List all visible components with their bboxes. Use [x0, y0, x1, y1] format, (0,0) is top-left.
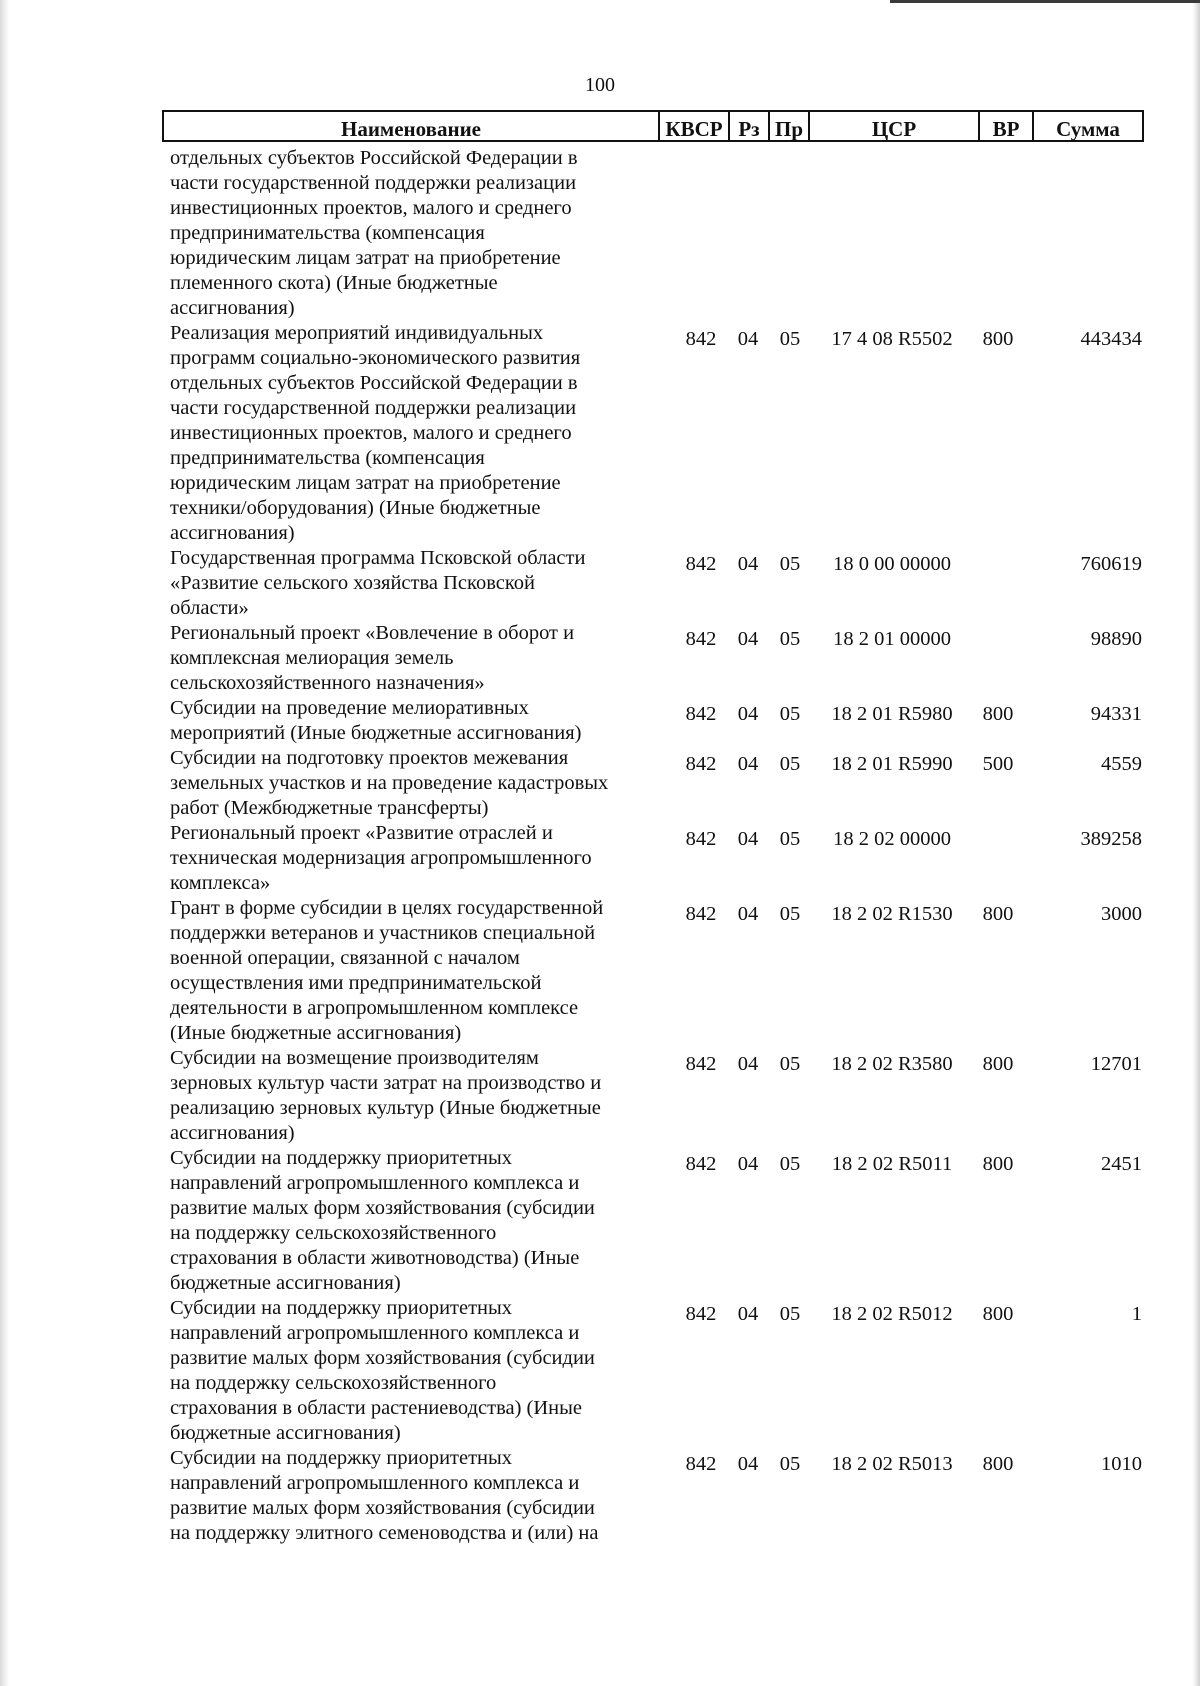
table-row [0, 1446, 1200, 1546]
page-number: 100 [585, 74, 615, 96]
row-vr: 800 [982, 703, 1014, 725]
row-pr: 05 [779, 553, 801, 575]
header-name: Наименование [162, 110, 660, 142]
row-csr: 18 2 02 R3580 [831, 1053, 953, 1075]
row-name: Субсидии на поддержку приоритетных направлений агропромышленного комплекса и развитие малых форм хозяйствования (субсидии на поддержку сельскохозяйственного страхования в области животноводства) (Иные бюджетные ассигнования) [170, 1147, 595, 1294]
row-rz: 04 [737, 628, 759, 650]
table-row [0, 896, 1200, 1046]
row-pr: 05 [779, 1153, 801, 1175]
row-pr: 05 [779, 628, 801, 650]
row-pr: 05 [779, 903, 801, 925]
row-csr: 18 2 02 R5013 [831, 1453, 953, 1475]
row-csr: 18 0 00 00000 [833, 553, 951, 575]
row-csr: 18 2 02 00000 [833, 828, 951, 850]
row-name: Субсидии на поддержку приоритетных направлений агропромышленного комплекса и развитие малых форм хозяйствования (субсидии на поддержку сельскохозяйственного страхования в области растениеводства) (Иные бюджетные ассигнования) [170, 1297, 595, 1444]
row-sum: 1010 [1101, 1453, 1142, 1475]
row-sum: 3000 [1101, 903, 1142, 925]
row-pr: 05 [779, 1453, 801, 1475]
row-rz: 04 [737, 328, 759, 350]
row-name: Субсидии на проведение мелиоративных мероприятий (Иные бюджетные ассигнования) [170, 697, 582, 744]
row-sum: 4559 [1101, 753, 1142, 775]
row-rz: 04 [737, 753, 759, 775]
row-kvsr: 842 [685, 753, 717, 775]
row-vr: 800 [982, 1453, 1014, 1475]
row-rz: 04 [737, 828, 759, 850]
row-vr: 500 [982, 753, 1014, 775]
table-row [0, 1046, 1200, 1146]
table-row [0, 621, 1200, 696]
row-kvsr: 842 [685, 1303, 717, 1325]
row-sum: 443434 [1080, 328, 1142, 350]
row-sum: 94331 [1090, 703, 1142, 725]
row-pr: 05 [779, 703, 801, 725]
row-rz: 04 [737, 1153, 759, 1175]
table-row [0, 1146, 1200, 1296]
row-sum: 389258 [1080, 828, 1142, 850]
header-vr: ВР [978, 110, 1034, 142]
row-name: Реализация мероприятий индивидуальных программ социально-экономического развития отдельных субъектов Российской Федерации в части государственной поддержки реализации инвестиционных проектов, малого и среднего предпринимательства (компенсация юридическим лицам затрат на приобретение техники/оборудования) (Иные бюджетные ассигнования) [170, 322, 581, 544]
table-row [0, 1296, 1200, 1446]
row-vr: 800 [982, 903, 1014, 925]
row-sum: 760619 [1080, 553, 1142, 575]
row-pr: 05 [779, 1053, 801, 1075]
row-kvsr: 842 [685, 703, 717, 725]
row-kvsr: 842 [685, 553, 717, 575]
header-pr: Пр [768, 110, 810, 142]
row-csr: 18 2 02 R5011 [831, 1153, 953, 1175]
row-csr: 18 2 02 R1530 [831, 903, 953, 925]
table-row [0, 696, 1200, 746]
row-sum: 1 [1131, 1303, 1142, 1325]
header-kvsr: КВСР [658, 110, 730, 142]
row-csr: 18 2 02 R5012 [831, 1303, 953, 1325]
row-name: Субсидии на подготовку проектов межевания земельных участков и на проведение кадастровых работ (Межбюджетные трансферты) [170, 747, 609, 819]
row-vr: 800 [982, 1303, 1014, 1325]
table-row [0, 146, 1200, 321]
row-csr: 18 2 01 R5990 [831, 753, 953, 775]
row-name: Региональный проект «Вовлечение в оборот и комплексная мелиорация земель сельскохозяйственного назначения» [170, 622, 575, 694]
row-sum: 12701 [1090, 1053, 1142, 1075]
row-kvsr: 842 [685, 903, 717, 925]
row-kvsr: 842 [685, 1453, 717, 1475]
row-rz: 04 [737, 553, 759, 575]
row-vr: 800 [982, 1153, 1014, 1175]
row-name: Государственная программа Псковской области «Развитие сельского хозяйства Псковской области» [170, 547, 586, 619]
row-rz: 04 [737, 1453, 759, 1475]
row-sum: 98890 [1090, 628, 1142, 650]
row-csr: 17 4 08 R5502 [831, 328, 953, 350]
table-row [0, 821, 1200, 896]
table-body [0, 146, 1200, 1546]
row-kvsr: 842 [685, 828, 717, 850]
table-row [0, 321, 1200, 546]
row-pr: 05 [779, 753, 801, 775]
row-sum: 2451 [1101, 1153, 1142, 1175]
row-kvsr: 842 [685, 1153, 717, 1175]
row-pr: 05 [779, 1303, 801, 1325]
row-csr: 18 2 01 R5980 [831, 703, 953, 725]
row-name: отдельных субъектов Российской Федерации в части государственной поддержки реализации инвестиционных проектов, малого и среднего предпринимательства (компенсация юридическим лицам затрат на приобретение племенного скота) (Иные бюджетные ассигнования) [170, 147, 578, 319]
row-pr: 05 [779, 828, 801, 850]
row-name: Региональный проект «Развитие отраслей и техническая модернизация агропромышленного комплекса» [170, 822, 592, 894]
scan-edge-top [890, 0, 1200, 3]
row-kvsr: 842 [685, 1053, 717, 1075]
row-kvsr: 842 [685, 628, 717, 650]
row-csr: 18 2 01 00000 [833, 628, 951, 650]
row-vr: 800 [982, 1053, 1014, 1075]
row-kvsr: 842 [685, 328, 717, 350]
row-pr: 05 [779, 328, 801, 350]
header-csr: ЦСР [808, 110, 980, 142]
row-rz: 04 [737, 703, 759, 725]
row-vr: 800 [982, 328, 1014, 350]
table-row [0, 746, 1200, 821]
header-rz: Рз [728, 110, 770, 142]
row-rz: 04 [737, 1053, 759, 1075]
row-name: Субсидии на поддержку приоритетных направлений агропромышленного комплекса и развитие малых форм хозяйствования (субсидии на поддержку элитного семеноводства и (или) на [170, 1447, 599, 1544]
header-sum: Сумма [1032, 110, 1144, 142]
row-name: Грант в форме субсидии в целях государственной поддержки ветеранов и участников специальной военной операции, связанной с началом осуществления ими предпринимательской деятельности в агропромышленном комплексе (Иные бюджетные ассигнования) [170, 897, 604, 1044]
table-row [0, 546, 1200, 621]
row-rz: 04 [737, 903, 759, 925]
row-rz: 04 [737, 1303, 759, 1325]
row-name: Субсидии на возмещение производителям зерновых культур части затрат на производство и реализацию зерновых культур (Иные бюджетные ассигнования) [170, 1047, 602, 1144]
